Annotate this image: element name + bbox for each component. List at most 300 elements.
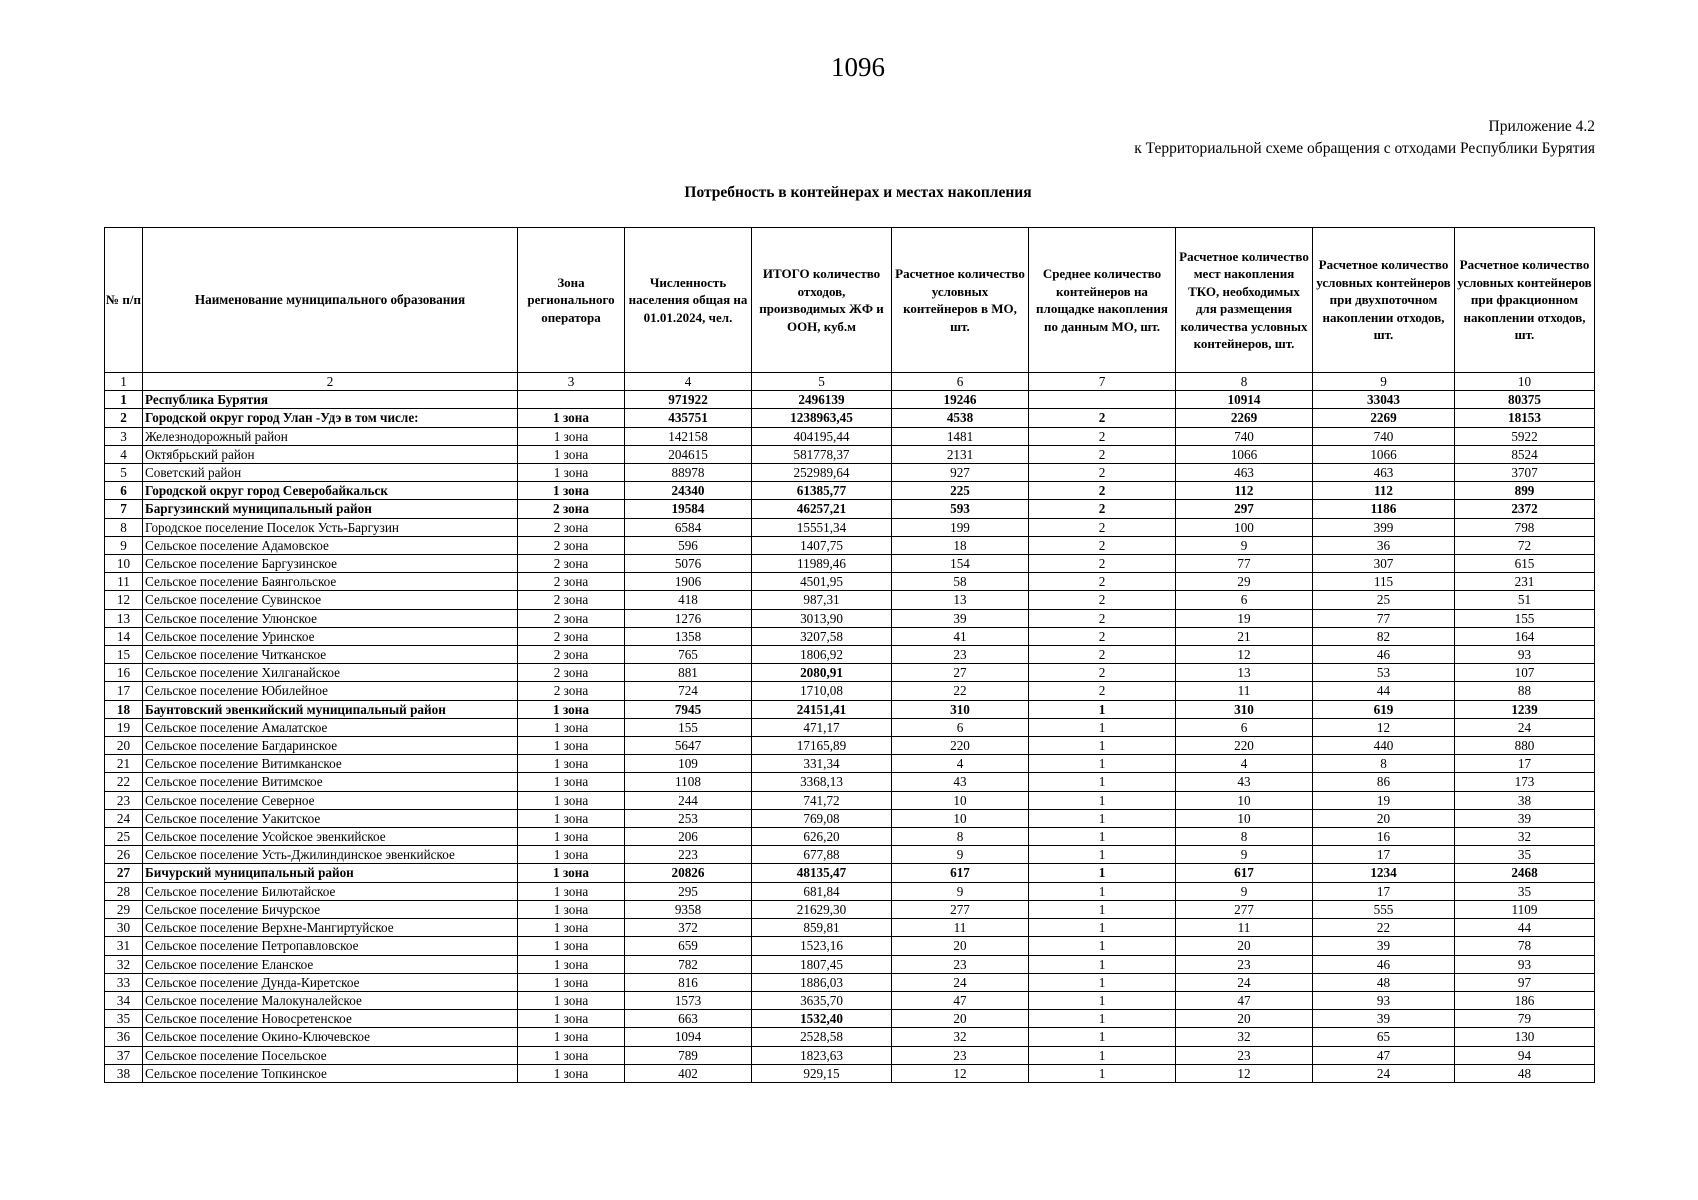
zone-cell: 1 зона bbox=[518, 737, 625, 755]
waste-total-cell: 48135,47 bbox=[752, 864, 892, 882]
appendix-note bbox=[1134, 116, 1595, 160]
sites-cell: 77 bbox=[1176, 555, 1313, 573]
waste-total-cell: 769,08 bbox=[752, 809, 892, 827]
avg-containers-cell: 1 bbox=[1029, 755, 1176, 773]
two-stream-cell: 82 bbox=[1313, 627, 1455, 645]
table-row bbox=[105, 682, 1595, 700]
column-number: 2 bbox=[143, 373, 518, 391]
fractional-cell: 38 bbox=[1455, 791, 1595, 809]
waste-total-cell: 2528,58 bbox=[752, 1028, 892, 1046]
waste-total-cell: 3207,58 bbox=[752, 627, 892, 645]
municipality-name-cell: Городской округ город Северобайкальск bbox=[143, 482, 518, 500]
municipality-name-cell: Железнодорожный район bbox=[143, 427, 518, 445]
municipality-name-cell: Республика Бурятия bbox=[143, 391, 518, 409]
two-stream-cell: 19 bbox=[1313, 791, 1455, 809]
avg-containers-cell: 1 bbox=[1029, 809, 1176, 827]
containers-cell: 10 bbox=[892, 809, 1029, 827]
zone-cell: 2 зона bbox=[518, 646, 625, 664]
waste-total-cell: 1823,63 bbox=[752, 1046, 892, 1064]
zone-cell: 2 зона bbox=[518, 500, 625, 518]
waste-total-cell: 1807,45 bbox=[752, 955, 892, 973]
fractional-cell: 51 bbox=[1455, 591, 1595, 609]
row-number-cell: 30 bbox=[105, 919, 143, 937]
two-stream-cell: 1186 bbox=[1313, 500, 1455, 518]
containers-cell: 617 bbox=[892, 864, 1029, 882]
waste-total-cell: 626,20 bbox=[752, 828, 892, 846]
containers-cell: 10 bbox=[892, 791, 1029, 809]
avg-containers-cell: 1 bbox=[1029, 991, 1176, 1009]
fractional-cell: 80375 bbox=[1455, 391, 1595, 409]
sites-cell: 11 bbox=[1176, 682, 1313, 700]
two-stream-cell: 399 bbox=[1313, 518, 1455, 536]
containers-cell: 4538 bbox=[892, 409, 1029, 427]
table-row bbox=[105, 864, 1595, 882]
municipality-name-cell: Сельское поселение Баргузинское bbox=[143, 555, 518, 573]
municipality-name-cell: Сельское поселение Сувинское bbox=[143, 591, 518, 609]
two-stream-cell: 44 bbox=[1313, 682, 1455, 700]
header-cell-number: № п/п bbox=[105, 228, 143, 373]
municipality-name-cell: Сельское поселение Билютайское bbox=[143, 882, 518, 900]
fractional-cell: 93 bbox=[1455, 646, 1595, 664]
fractional-cell: 899 bbox=[1455, 482, 1595, 500]
row-number-cell: 19 bbox=[105, 718, 143, 736]
sites-cell: 220 bbox=[1176, 737, 1313, 755]
municipality-name-cell: Сельское поселение Читканское bbox=[143, 646, 518, 664]
sites-cell: 20 bbox=[1176, 1010, 1313, 1028]
containers-cell: 13 bbox=[892, 591, 1029, 609]
table-title: Потребность в контейнерах и местах накопления bbox=[684, 184, 1032, 201]
table-row bbox=[105, 919, 1595, 937]
row-number-cell: 4 bbox=[105, 445, 143, 463]
municipality-name-cell: Бичурский муниципальный район bbox=[143, 864, 518, 882]
sites-cell: 9 bbox=[1176, 882, 1313, 900]
waste-total-cell: 3368,13 bbox=[752, 773, 892, 791]
row-number-cell: 29 bbox=[105, 900, 143, 918]
table-row bbox=[105, 973, 1595, 991]
table-row bbox=[105, 737, 1595, 755]
fractional-cell: 8524 bbox=[1455, 445, 1595, 463]
avg-containers-cell: 1 bbox=[1029, 864, 1176, 882]
population-cell: 402 bbox=[625, 1064, 752, 1082]
municipality-name-cell: Октябрьский район bbox=[143, 445, 518, 463]
containers-cell: 11 bbox=[892, 919, 1029, 937]
table-row bbox=[105, 846, 1595, 864]
fractional-cell: 130 bbox=[1455, 1028, 1595, 1046]
municipality-name-cell: Сельское поселение Усть-Джилиндинское эвенкийское bbox=[143, 846, 518, 864]
zone-cell: 1 зона bbox=[518, 755, 625, 773]
row-number-cell: 38 bbox=[105, 1064, 143, 1082]
table-body bbox=[105, 391, 1595, 1083]
population-cell: 206 bbox=[625, 828, 752, 846]
page-number: 1096 bbox=[831, 52, 885, 82]
zone-cell: 1 зона bbox=[518, 882, 625, 900]
sites-cell: 12 bbox=[1176, 646, 1313, 664]
avg-containers-cell: 1 bbox=[1029, 1028, 1176, 1046]
zone-cell: 1 зона bbox=[518, 973, 625, 991]
waste-total-cell: 17165,89 bbox=[752, 737, 892, 755]
fractional-cell: 1239 bbox=[1455, 700, 1595, 718]
containers-cell: 58 bbox=[892, 573, 1029, 591]
avg-containers-cell: 1 bbox=[1029, 1046, 1176, 1064]
avg-containers-cell: 2 bbox=[1029, 555, 1176, 573]
waste-total-cell: 1407,75 bbox=[752, 536, 892, 554]
municipality-name-cell: Сельское поселение Малокуналейское bbox=[143, 991, 518, 1009]
zone-cell: 2 зона bbox=[518, 627, 625, 645]
population-cell: 142158 bbox=[625, 427, 752, 445]
fractional-cell: 3707 bbox=[1455, 464, 1595, 482]
containers-cell: 19246 bbox=[892, 391, 1029, 409]
zone-cell: 2 зона bbox=[518, 664, 625, 682]
avg-containers-cell: 2 bbox=[1029, 409, 1176, 427]
table-row bbox=[105, 573, 1595, 591]
municipality-name-cell: Сельское поселение Верхне-Мангиртуйское bbox=[143, 919, 518, 937]
avg-containers-cell: 1 bbox=[1029, 882, 1176, 900]
waste-total-cell: 929,15 bbox=[752, 1064, 892, 1082]
row-number-cell: 12 bbox=[105, 591, 143, 609]
fractional-cell: 44 bbox=[1455, 919, 1595, 937]
population-cell: 20826 bbox=[625, 864, 752, 882]
avg-containers-cell: 2 bbox=[1029, 664, 1176, 682]
sites-cell: 23 bbox=[1176, 1046, 1313, 1064]
row-number-cell: 20 bbox=[105, 737, 143, 755]
municipality-name-cell: Сельское поселение Окино-Ключевское bbox=[143, 1028, 518, 1046]
two-stream-cell: 93 bbox=[1313, 991, 1455, 1009]
municipality-name-cell: Сельское поселение Витимское bbox=[143, 773, 518, 791]
waste-total-cell: 2496139 bbox=[752, 391, 892, 409]
sites-cell: 23 bbox=[1176, 955, 1313, 973]
row-number-cell: 3 bbox=[105, 427, 143, 445]
table-row bbox=[105, 755, 1595, 773]
sites-cell: 2269 bbox=[1176, 409, 1313, 427]
municipality-name-cell: Сельское поселение Баянгольское bbox=[143, 573, 518, 591]
appendix-line-1: Приложение 4.2 bbox=[1488, 118, 1595, 135]
containers-cell: 24 bbox=[892, 973, 1029, 991]
waste-total-cell: 677,88 bbox=[752, 846, 892, 864]
sites-cell: 10914 bbox=[1176, 391, 1313, 409]
fractional-cell: 97 bbox=[1455, 973, 1595, 991]
sites-cell: 9 bbox=[1176, 846, 1313, 864]
waste-total-cell: 1886,03 bbox=[752, 973, 892, 991]
containers-table bbox=[104, 227, 1595, 1083]
row-number-cell: 23 bbox=[105, 791, 143, 809]
row-number-cell: 10 bbox=[105, 555, 143, 573]
waste-total-cell: 1523,16 bbox=[752, 937, 892, 955]
population-cell: 244 bbox=[625, 791, 752, 809]
sites-cell: 1066 bbox=[1176, 445, 1313, 463]
row-number-cell: 9 bbox=[105, 536, 143, 554]
row-number-cell: 11 bbox=[105, 573, 143, 591]
sites-cell: 277 bbox=[1176, 900, 1313, 918]
containers-cell: 9 bbox=[892, 882, 1029, 900]
two-stream-cell: 46 bbox=[1313, 646, 1455, 664]
population-cell: 435751 bbox=[625, 409, 752, 427]
avg-containers-cell: 2 bbox=[1029, 627, 1176, 645]
sites-cell: 19 bbox=[1176, 609, 1313, 627]
zone-cell: 1 зона bbox=[518, 700, 625, 718]
table-row bbox=[105, 391, 1595, 409]
containers-cell: 199 bbox=[892, 518, 1029, 536]
row-number-cell: 13 bbox=[105, 609, 143, 627]
two-stream-cell: 17 bbox=[1313, 882, 1455, 900]
municipality-name-cell: Сельское поселение Дунда-Киретское bbox=[143, 973, 518, 991]
containers-cell: 4 bbox=[892, 755, 1029, 773]
zone-cell: 1 зона bbox=[518, 773, 625, 791]
avg-containers-cell: 2 bbox=[1029, 536, 1176, 554]
population-cell: 765 bbox=[625, 646, 752, 664]
municipality-name-cell: Сельское поселение Северное bbox=[143, 791, 518, 809]
row-number-cell: 5 bbox=[105, 464, 143, 482]
row-number-cell: 25 bbox=[105, 828, 143, 846]
two-stream-cell: 1234 bbox=[1313, 864, 1455, 882]
containers-cell: 6 bbox=[892, 718, 1029, 736]
municipality-name-cell: Сельское поселение Посельское bbox=[143, 1046, 518, 1064]
waste-total-cell: 3013,90 bbox=[752, 609, 892, 627]
containers-cell: 23 bbox=[892, 1046, 1029, 1064]
avg-containers-cell: 1 bbox=[1029, 791, 1176, 809]
population-cell: 24340 bbox=[625, 482, 752, 500]
zone-cell: 1 зона bbox=[518, 846, 625, 864]
avg-containers-cell: 1 bbox=[1029, 937, 1176, 955]
two-stream-cell: 463 bbox=[1313, 464, 1455, 482]
sites-cell: 6 bbox=[1176, 718, 1313, 736]
waste-total-cell: 471,17 bbox=[752, 718, 892, 736]
row-number-cell: 7 bbox=[105, 500, 143, 518]
containers-cell: 12 bbox=[892, 1064, 1029, 1082]
table-row bbox=[105, 1046, 1595, 1064]
fractional-cell: 231 bbox=[1455, 573, 1595, 591]
two-stream-cell: 25 bbox=[1313, 591, 1455, 609]
zone-cell: 1 зона bbox=[518, 1010, 625, 1028]
containers-cell: 20 bbox=[892, 1010, 1029, 1028]
row-number-cell: 21 bbox=[105, 755, 143, 773]
table-row bbox=[105, 991, 1595, 1009]
zone-cell: 2 зона bbox=[518, 518, 625, 536]
municipality-name-cell: Сельское поселение Петропавловское bbox=[143, 937, 518, 955]
fractional-cell: 5922 bbox=[1455, 427, 1595, 445]
fractional-cell: 35 bbox=[1455, 846, 1595, 864]
waste-total-cell: 21629,30 bbox=[752, 900, 892, 918]
population-cell: 971922 bbox=[625, 391, 752, 409]
table-row bbox=[105, 1010, 1595, 1028]
two-stream-cell: 740 bbox=[1313, 427, 1455, 445]
zone-cell: 1 зона bbox=[518, 991, 625, 1009]
zone-cell: 1 зона bbox=[518, 919, 625, 937]
avg-containers-cell: 2 bbox=[1029, 591, 1176, 609]
municipality-name-cell: Сельское поселение Амалатское bbox=[143, 718, 518, 736]
row-number-cell: 16 bbox=[105, 664, 143, 682]
zone-cell: 1 зона bbox=[518, 1064, 625, 1082]
table-row bbox=[105, 828, 1595, 846]
waste-total-cell: 24151,41 bbox=[752, 700, 892, 718]
municipality-name-cell: Сельское поселение Еланское bbox=[143, 955, 518, 973]
two-stream-cell: 46 bbox=[1313, 955, 1455, 973]
table-row bbox=[105, 409, 1595, 427]
containers-cell: 220 bbox=[892, 737, 1029, 755]
zone-cell: 1 зона bbox=[518, 718, 625, 736]
zone-cell: 1 зона bbox=[518, 409, 625, 427]
column-number-row bbox=[105, 373, 1595, 391]
avg-containers-cell: 1 bbox=[1029, 718, 1176, 736]
fractional-cell: 32 bbox=[1455, 828, 1595, 846]
zone-cell: 1 зона bbox=[518, 864, 625, 882]
table-row bbox=[105, 700, 1595, 718]
municipality-name-cell: Баунтовский эвенкийский муниципальный район bbox=[143, 700, 518, 718]
header-cell-sites: Расчетное количество мест накопления ТКО, необходимых для размещения количества условных контейнеров, шт. bbox=[1176, 228, 1313, 373]
waste-total-cell: 404195,44 bbox=[752, 427, 892, 445]
two-stream-cell: 33043 bbox=[1313, 391, 1455, 409]
municipality-name-cell: Сельское поселение Топкинское bbox=[143, 1064, 518, 1082]
containers-cell: 927 bbox=[892, 464, 1029, 482]
waste-total-cell: 859,81 bbox=[752, 919, 892, 937]
waste-total-cell: 3635,70 bbox=[752, 991, 892, 1009]
table-row bbox=[105, 937, 1595, 955]
avg-containers-cell: 2 bbox=[1029, 646, 1176, 664]
sites-cell: 32 bbox=[1176, 1028, 1313, 1046]
fractional-cell: 798 bbox=[1455, 518, 1595, 536]
municipality-name-cell: Сельское поселение Адамовское bbox=[143, 536, 518, 554]
containers-cell: 47 bbox=[892, 991, 1029, 1009]
population-cell: 109 bbox=[625, 755, 752, 773]
fractional-cell: 615 bbox=[1455, 555, 1595, 573]
two-stream-cell: 12 bbox=[1313, 718, 1455, 736]
waste-total-cell: 1238963,45 bbox=[752, 409, 892, 427]
population-cell: 782 bbox=[625, 955, 752, 973]
two-stream-cell: 8 bbox=[1313, 755, 1455, 773]
table-row bbox=[105, 482, 1595, 500]
table-row bbox=[105, 1028, 1595, 1046]
sites-cell: 20 bbox=[1176, 937, 1313, 955]
containers-cell: 8 bbox=[892, 828, 1029, 846]
fractional-cell: 48 bbox=[1455, 1064, 1595, 1082]
containers-cell: 593 bbox=[892, 500, 1029, 518]
fractional-cell: 17 bbox=[1455, 755, 1595, 773]
header-cell-two-stream: Расчетное количество условных контейнеров при двухпоточном накоплении отходов, шт. bbox=[1313, 228, 1455, 373]
containers-cell: 225 bbox=[892, 482, 1029, 500]
two-stream-cell: 307 bbox=[1313, 555, 1455, 573]
table-row bbox=[105, 518, 1595, 536]
sites-cell: 11 bbox=[1176, 919, 1313, 937]
row-number-cell: 17 bbox=[105, 682, 143, 700]
sites-cell: 29 bbox=[1176, 573, 1313, 591]
avg-containers-cell: 1 bbox=[1029, 846, 1176, 864]
containers-cell: 43 bbox=[892, 773, 1029, 791]
containers-cell: 23 bbox=[892, 955, 1029, 973]
row-number-cell: 37 bbox=[105, 1046, 143, 1064]
two-stream-cell: 36 bbox=[1313, 536, 1455, 554]
column-number: 7 bbox=[1029, 373, 1176, 391]
table-row bbox=[105, 427, 1595, 445]
containers-cell: 32 bbox=[892, 1028, 1029, 1046]
zone-cell: 1 зона bbox=[518, 445, 625, 463]
avg-containers-cell bbox=[1029, 391, 1176, 409]
population-cell: 5076 bbox=[625, 555, 752, 573]
table-row bbox=[105, 445, 1595, 463]
fractional-cell: 35 bbox=[1455, 882, 1595, 900]
containers-cell: 41 bbox=[892, 627, 1029, 645]
fractional-cell: 880 bbox=[1455, 737, 1595, 755]
header-row bbox=[105, 228, 1595, 373]
row-number-cell: 14 bbox=[105, 627, 143, 645]
population-cell: 1573 bbox=[625, 991, 752, 1009]
zone-cell: 1 зона bbox=[518, 809, 625, 827]
population-cell: 204615 bbox=[625, 445, 752, 463]
two-stream-cell: 86 bbox=[1313, 773, 1455, 791]
two-stream-cell: 16 bbox=[1313, 828, 1455, 846]
waste-total-cell: 252989,64 bbox=[752, 464, 892, 482]
fractional-cell: 164 bbox=[1455, 627, 1595, 645]
avg-containers-cell: 1 bbox=[1029, 1064, 1176, 1082]
zone-cell: 2 зона bbox=[518, 555, 625, 573]
sites-cell: 21 bbox=[1176, 627, 1313, 645]
table-row bbox=[105, 464, 1595, 482]
table-row bbox=[105, 536, 1595, 554]
appendix-line-2: к Территориальной схеме обращения с отходами Республики Бурятия bbox=[1134, 140, 1595, 157]
avg-containers-cell: 2 bbox=[1029, 609, 1176, 627]
two-stream-cell: 1066 bbox=[1313, 445, 1455, 463]
municipality-name-cell: Сельское поселение Юбилейное bbox=[143, 682, 518, 700]
population-cell: 5647 bbox=[625, 737, 752, 755]
row-number-cell: 28 bbox=[105, 882, 143, 900]
zone-cell: 1 зона bbox=[518, 791, 625, 809]
header-cell-waste-total: ИТОГО количество отходов, производимых ЖФ и ООН, куб.м bbox=[752, 228, 892, 373]
waste-total-cell: 1710,08 bbox=[752, 682, 892, 700]
fractional-cell: 155 bbox=[1455, 609, 1595, 627]
zone-cell: 1 зона bbox=[518, 464, 625, 482]
avg-containers-cell: 2 bbox=[1029, 427, 1176, 445]
sites-cell: 463 bbox=[1176, 464, 1313, 482]
table-row bbox=[105, 664, 1595, 682]
avg-containers-cell: 1 bbox=[1029, 955, 1176, 973]
containers-cell: 18 bbox=[892, 536, 1029, 554]
header-cell-containers: Расчетное количество условных контейнеров в МО, шт. bbox=[892, 228, 1029, 373]
fractional-cell: 24 bbox=[1455, 718, 1595, 736]
population-cell: 789 bbox=[625, 1046, 752, 1064]
waste-total-cell: 2080,91 bbox=[752, 664, 892, 682]
table-row bbox=[105, 955, 1595, 973]
two-stream-cell: 22 bbox=[1313, 919, 1455, 937]
municipality-name-cell: Сельское поселение Улюнское bbox=[143, 609, 518, 627]
two-stream-cell: 39 bbox=[1313, 1010, 1455, 1028]
sites-cell: 112 bbox=[1176, 482, 1313, 500]
containers-cell: 22 bbox=[892, 682, 1029, 700]
table-row bbox=[105, 627, 1595, 645]
population-cell: 816 bbox=[625, 973, 752, 991]
population-cell: 88978 bbox=[625, 464, 752, 482]
zone-cell: 2 зона bbox=[518, 536, 625, 554]
waste-total-cell: 331,34 bbox=[752, 755, 892, 773]
zone-cell: 2 зона bbox=[518, 591, 625, 609]
fractional-cell: 2372 bbox=[1455, 500, 1595, 518]
fractional-cell: 78 bbox=[1455, 937, 1595, 955]
population-cell: 223 bbox=[625, 846, 752, 864]
waste-total-cell: 1806,92 bbox=[752, 646, 892, 664]
avg-containers-cell: 2 bbox=[1029, 518, 1176, 536]
sites-cell: 740 bbox=[1176, 427, 1313, 445]
two-stream-cell: 115 bbox=[1313, 573, 1455, 591]
zone-cell: 1 зона bbox=[518, 427, 625, 445]
municipality-name-cell: Сельское поселение Уакитское bbox=[143, 809, 518, 827]
header-cell-name: Наименование муниципального образования bbox=[143, 228, 518, 373]
column-number: 3 bbox=[518, 373, 625, 391]
population-cell: 253 bbox=[625, 809, 752, 827]
municipality-name-cell: Сельское поселение Бичурское bbox=[143, 900, 518, 918]
sites-cell: 8 bbox=[1176, 828, 1313, 846]
fractional-cell: 94 bbox=[1455, 1046, 1595, 1064]
two-stream-cell: 619 bbox=[1313, 700, 1455, 718]
table-row bbox=[105, 1064, 1595, 1082]
row-number-cell: 2 bbox=[105, 409, 143, 427]
row-number-cell: 27 bbox=[105, 864, 143, 882]
